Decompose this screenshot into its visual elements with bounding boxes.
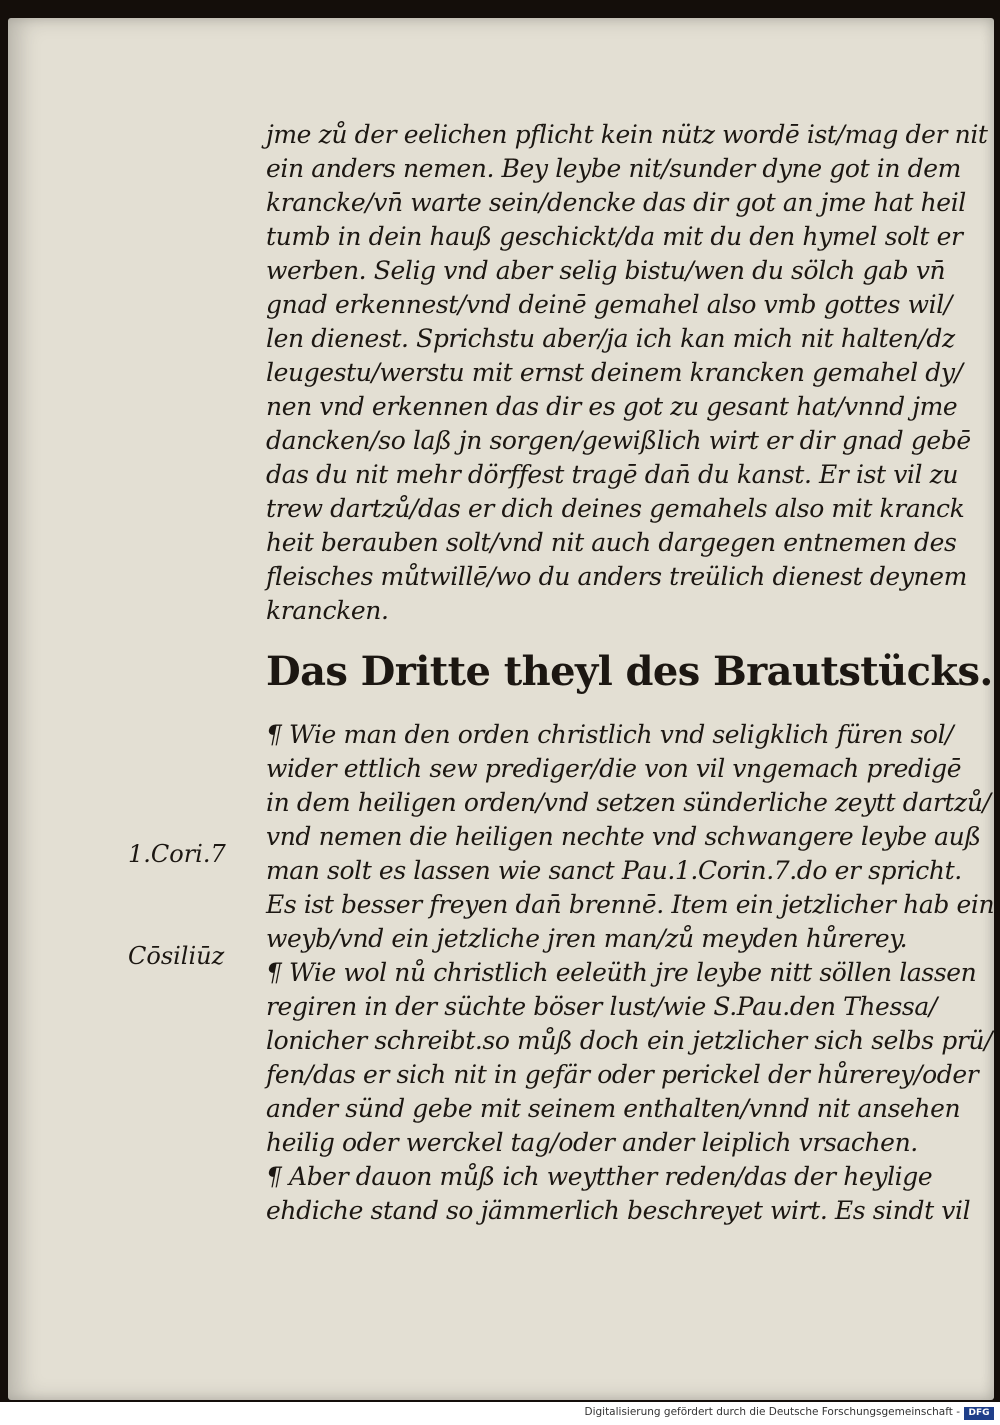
text-line: jme zů der eelichen pflicht kein nütz wordē ist/mag der nit bbox=[266, 120, 988, 149]
text-line: dancken/so laß jn sorgen/gewißlich wirt er dir gnad gebē bbox=[266, 426, 971, 455]
text-line: krancke/vn̄ warte sein/dencke das dir got an jme hat heil bbox=[266, 188, 966, 217]
text-line: nen vnd erkennen das dir es got zu gesant hat/vnnd jme bbox=[266, 392, 958, 421]
text-line: heilig oder werckel tag/oder ander leiplich vrsachen. bbox=[266, 1128, 918, 1157]
footer-funding-text: Digitalisierung gefördert durch die Deutsche Forschungsgemeinschaft - bbox=[584, 1406, 960, 1418]
text-line: Es ist besser freyen dan̄ brennē. Item ein jetzlicher hab ein bbox=[266, 890, 995, 919]
text-line: vnd nemen die heiligen nechte vnd schwangere leybe auß bbox=[266, 822, 981, 851]
text-line: weyb/vnd ein jetzliche jren man/zů meyden hůrerey. bbox=[266, 924, 908, 953]
section-heading: Das Dritte theyl des Brautstücks. bbox=[266, 648, 993, 695]
text-line: ander sünd gebe mit seinem enthalten/vnnd nit ansehen bbox=[266, 1094, 961, 1123]
main-text-block bbox=[266, 118, 995, 1228]
text-line: krancken. bbox=[266, 596, 389, 625]
text-line: trew dartzů/das er dich deines gemahels also mit kranck bbox=[266, 494, 965, 523]
text-line: regiren in der süchte böser lust/wie S.Pau.den Thessa/ bbox=[266, 992, 937, 1021]
text-line: gnad erkennest/vnd deinē gemahel also vmb gottes wil/ bbox=[266, 290, 952, 319]
text-line: ¶ Aber dauon můß ich weytther reden/das der heylige bbox=[266, 1162, 933, 1191]
text-line: wider ettlich sew prediger/die von vil vngemach predigē bbox=[266, 754, 962, 783]
text-line: ein anders nemen. Bey leybe nit/sunder dyne got in dem bbox=[266, 154, 961, 183]
text-line: len dienest. Sprichstu aber/ja ich kan mich nit halten/dz bbox=[266, 324, 955, 353]
book-page bbox=[8, 18, 994, 1400]
text-line: lonicher schreibt.so můß doch ein jetzlicher sich selbs prü/ bbox=[266, 1026, 993, 1055]
footer-bar bbox=[0, 1402, 1000, 1425]
text-line: ¶ Wie man den orden christlich vnd seligklich füren sol/ bbox=[266, 720, 954, 749]
text-line: werben. Selig vnd aber selig bistu/wen du sölch gab vn̄ bbox=[266, 256, 946, 285]
margin-note-cori: 1.Cori.7 bbox=[128, 840, 226, 868]
text-line: fleisches můtwillē/wo du anders treülich dienest deynem bbox=[266, 562, 967, 591]
text-line: in dem heiligen orden/vnd setzen sünderliche zeytt dartzů/ bbox=[266, 788, 991, 817]
text-line: tumb in dein hauß geschickt/da mit du den hymel solt er bbox=[266, 222, 963, 251]
text-line: das du nit mehr dörffest tragē dan̄ du kanst. Er ist vil zu bbox=[266, 460, 959, 489]
text-line: ¶ Wie wol nů christlich eeleüth jre leybe nitt söllen lassen bbox=[266, 958, 977, 987]
text-line: leugestu/werstu mit ernst deinem krancken gemahel dy/ bbox=[266, 358, 963, 387]
margin-note-consilium: Cōsiliūz bbox=[128, 942, 225, 970]
text-line: ehdiche stand so jämmerlich beschreyet wirt. Es sindt vil bbox=[266, 1196, 971, 1225]
text-line: heit berauben solt/vnd nit auch dargegen entnemen des bbox=[266, 528, 957, 557]
text-line: man solt es lassen wie sanct Pau.1.Corin.7.do er spricht. bbox=[266, 856, 962, 885]
dfg-logo: DFG bbox=[964, 1407, 994, 1420]
text-line: fen/das er sich nit in gefär oder perickel der hůrerey/oder bbox=[266, 1060, 979, 1089]
